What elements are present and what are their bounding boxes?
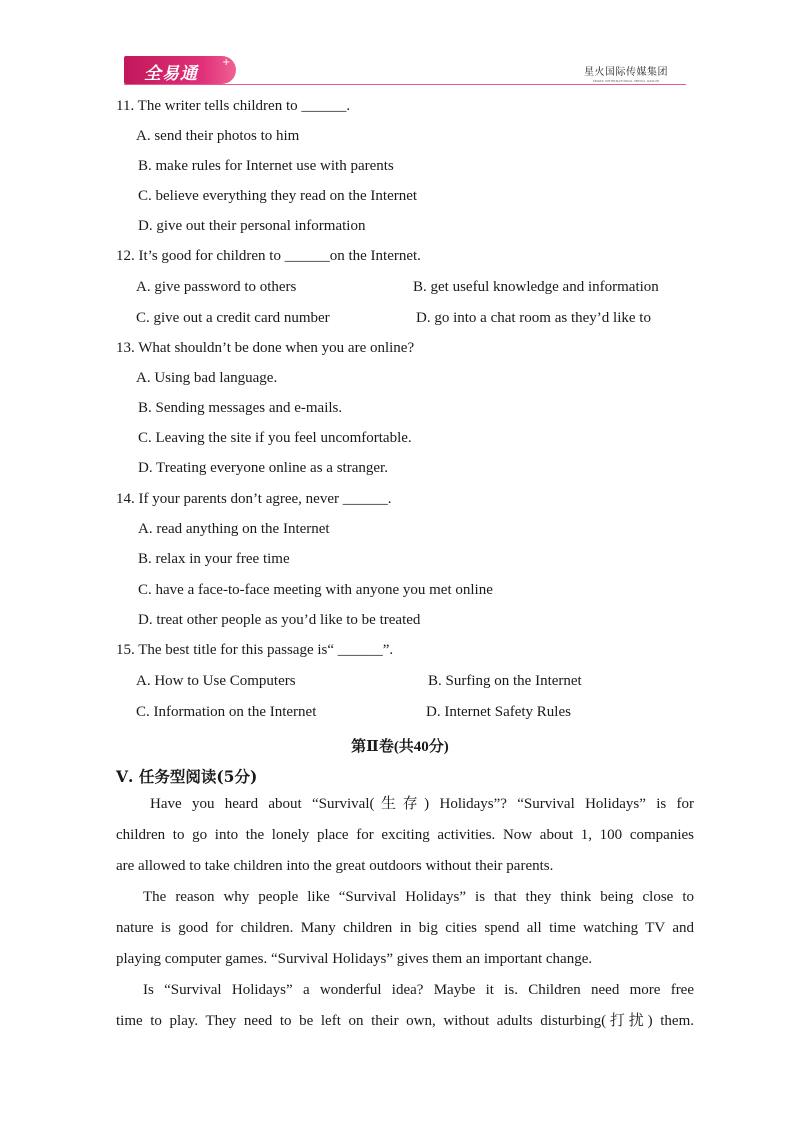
question-12-option-b: B. get useful knowledge and information [413,279,659,295]
question-13-option-d: D. Treating everyone online as a stranger. [138,460,388,476]
question-15-option-b: B. Surfing on the Internet [428,673,582,689]
question-15-option-a: A. How to Use Computers [136,673,296,689]
passage-line: children to go into the lonely place for exciting activities. Now about 1, 100 companies [116,827,694,843]
publisher-brand [584,63,668,83]
passage-paragraph-3 [116,975,694,1037]
passage-line: The reason why people like “Survival Holidays” is that they think being close to [143,889,694,905]
question-14-option-b: B. relax in your free time [138,551,290,567]
section-title: Ⅴ. 任务型阅读(5分) [116,767,258,786]
passage-line: time to play. They need to be left on their own, without adults disturbing(打扰) them. [116,1013,694,1029]
passage-line: are allowed to take children into the great outdoors without their parents. [116,858,554,874]
question-13-option-b: B. Sending messages and e-mails. [138,400,343,416]
question-11-option-b: B. make rules for Internet use with parents [138,158,394,174]
question-11-option-c: C. believe everything they read on the Internet [138,188,418,204]
question-14-option-c: C. have a face-to-face meeting with anyone you met online [138,582,493,598]
question-14-option-d: D. treat other people as you’d like to be treated [138,612,421,628]
publisher-name-cn: 星火国际传媒集团 [584,67,668,78]
brand-logo [124,56,236,84]
question-14-option-a: A. read anything on the Internet [138,521,330,537]
passage-line: nature is good for children. Many children in big cities spend all time watching TV and [116,920,694,936]
question-15-stem: 15. The best title for this passage is“ ______”. [116,642,394,658]
passage-line: playing computer games. “Survival Holidays” gives them an important change. [116,951,593,967]
page-header [124,56,686,86]
publisher-name-en: SPARK INTERNATIONAL MEDIA GROUP [592,79,660,83]
question-15-option-d: D. Internet Safety Rules [426,704,571,720]
logo-text: 全易通 [144,64,198,84]
part-title: 第Ⅱ卷(共40分) [351,739,449,755]
question-12-option-d: D. go into a chat room as they’d like to [416,310,651,326]
question-12-option-a: A. give password to others [136,279,297,295]
question-12-option-c: C. give out a credit card number [136,310,330,326]
question-11-stem: 11. The writer tells children to ______. [116,98,351,114]
question-13-option-a: A. Using bad language. [136,370,278,386]
question-14-stem: 14. If your parents don’t agree, never ______. [116,491,392,507]
passage-paragraph-1 [116,789,694,882]
logo-plus-icon: + [222,57,231,68]
header-divider [124,84,686,85]
question-12-stem: 12. It’s good for children to ______on the Internet. [116,248,421,264]
passage-line: Have you heard about “Survival(生存) Holidays”? “Survival Holidays” is for [150,796,694,812]
question-15-option-c: C. Information on the Internet [136,704,317,720]
question-13-stem: 13. What shouldn’t be done when you are online? [116,340,415,356]
passage-paragraph-2 [116,882,694,975]
passage-line: Is “Survival Holidays” a wonderful idea? Maybe it is. Children need more free [143,982,694,998]
question-11-option-a: A. send their photos to him [136,128,300,144]
question-13-option-c: C. Leaving the site if you feel uncomfortable. [138,430,412,446]
question-11-option-d: D. give out their personal information [138,218,366,234]
